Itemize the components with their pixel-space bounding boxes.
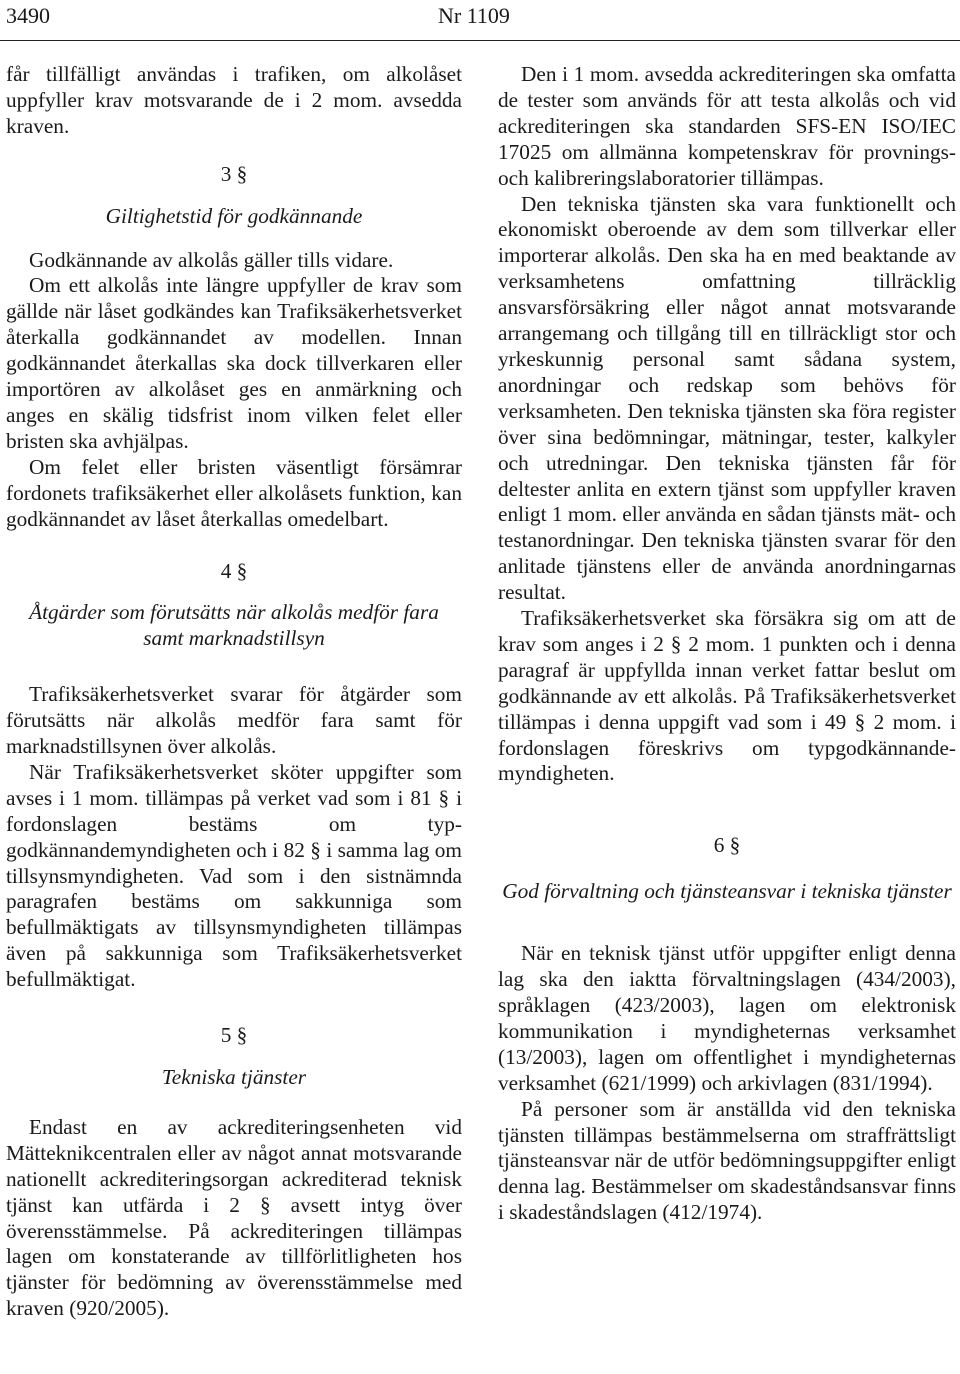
section-3-paragraph: Om ett alkolås inte längre uppfyller de krav som gällde när låset godkändes kan Trafiksäkerhetsverket återkalla godkännandet av modellen. Innan godkännandet återkallas ska dock tillverkaren eller importören av alkolåset ges en anmärkning och anges en skälig tidsfrist inom vilken felet eller bristen ska avhjälpas. <box>6 273 462 453</box>
section-5-paragraph: Trafiksäkerhetsverket ska försäkra sig om att de krav som anges i 2 § 2 mom. 1 punkten och i denna paragraf är uppfyllda innan verket fattar beslut om godkännande av ett alkolås. På Trafiksäkerhetsverket tillämpas i denna uppgift vad som i 49 § 2 mom. i fordonslagen föreskrivs om typgodkännandemyndigheten. <box>498 606 956 786</box>
section-title-4: Åtgärder som förutsätts när alkolås medför fara samt marknadstillsyn <box>29 600 439 651</box>
section-5-paragraph: Endast en av ackrediteringsenheten vid Mätteknikcentralen eller av något annat motsvarande nationellt ackrediteringsorgan ackrediterad teknisk tjänst kan utfärda i 2 § avsett intyg över överensstämmelse. På ackrediteringen tillämpas lagen om konstaterande av tillförlitligheten hos tjänster för bedömning av överensstämmelse med kraven (920/2005). <box>6 1114 462 1321</box>
section-6-paragraph: När en teknisk tjänst utför uppgifter enligt denna lag ska den iaktta förvaltningslagen (434/2003), språklagen (423/2003), lagen om elektronisk kommunikation i myndigheternas verksamhet (13/2003), lagen om offentlighet i myndigheternas verksamhet (621/1999) och arkivlagen (831/1994). <box>498 941 956 1095</box>
section-title-6: God förvaltning och tjänsteansvar i tekniska tjänster <box>502 879 952 904</box>
page-header <box>0 0 960 41</box>
section-3-paragraph: Godkännande av alkolås gäller tills vidare. <box>29 247 394 272</box>
section-number-5: 5 § <box>220 1023 248 1048</box>
section-number-4: 4 § <box>220 558 248 583</box>
page-number: 3490 <box>6 3 50 28</box>
section-6-paragraph: På personer som är anställda vid den tekniska tjänsten tillämpas bestämmelserna om straffrättsligt tjänsteansvar när de utför bedömningsuppgifter enligt denna lag. Bestämmelser om skadeståndsansvar finns i skadeståndslagen (412/1974). <box>498 1096 956 1225</box>
section-4-paragraph: Trafiksäkerhetsverket svarar för åtgärder som förutsätts när alkolås medför fara samt för marknadstillsynen över alkolås. <box>6 682 462 759</box>
section-5-paragraph: Den tekniska tjänsten ska vara funktionellt och ekonomiskt oberoende av dem som tillverkar eller importerar alkolås. Den ska ha en med beaktande av verksamhetens omfattning tillräcklig ansvarsförsäkring eller något annat motsvarande arrangemang och tillgång till en tillräckligt stor och yrkeskunnig personal samt sådana system, anordningar och redskap som behövs för verksamheten. Den tekniska tjänsten ska föra register över sina bedömningar, mätningar, tester, kalkyler och utredningar. Den tekniska tjänsten får för deltester anlita en extern tjänst som uppfyller kraven enligt 1 mom. eller använda en sådan tjänsts mät- och testanordningar. Den tekniska tjänsten svarar för den anlitade tjänstens eller de använda anordningarnas resultat. <box>498 191 956 605</box>
issue-number: Nr 1109 <box>438 3 510 28</box>
left-column <box>6 62 462 1322</box>
section-3-paragraph: Om felet eller bristen väsentligt försämrar fordonets trafiksäkerhet eller alkolåsets funktion, kan godkännandet av låset återkallas omedelbart. <box>6 454 462 531</box>
section-title-5: Tekniska tjänster <box>161 1065 307 1089</box>
section-5-paragraph: Den i 1 mom. avsedda ackrediteringen ska omfatta de tester som används för att testa alkolås och vid ackrediteringen ska standarden SFS-EN ISO/IEC 17025 om allmänna kompetenskrav för provnings- och kalibreringslaboratorier tillämpas. <box>498 62 956 190</box>
section-title-3: Giltighetstid för godkännande <box>105 203 363 228</box>
section-4-paragraph: När Trafiksäkerhetsverket sköter uppgifter som avses i 1 mom. tillämpas på verket vad som i 81 § i fordonslagen bestäms om typgodkännandemyndigheten och i 82 § i samma lag om tillsynsmyndigheten. Vad som i den sistnämnda paragrafen bestäms om sakkunniga som befullmäktigats av tillsynsmyndigheten tillämpas även på sakkunniga som Trafiksäkerhetsverket befullmäktigat. <box>6 759 462 992</box>
continued-paragraph: får tillfälligt användas i trafiken, om alkolåset uppfyller krav motsvarande de i 2 mom. avsedda kraven. <box>6 62 462 138</box>
section-number-6: 6 § <box>713 833 741 858</box>
section-number-3: 3 § <box>220 161 248 186</box>
right-column <box>498 62 956 1226</box>
